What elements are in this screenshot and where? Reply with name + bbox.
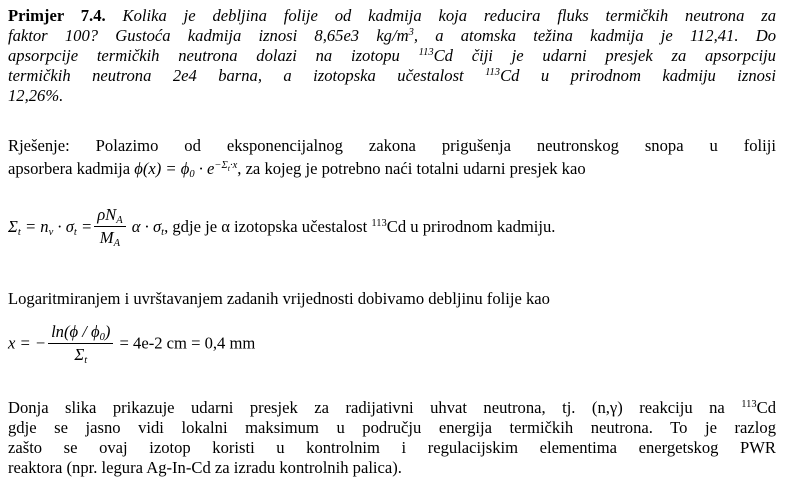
example-line-2: faktor 100? Gustoća kadmija iznosi 8,65e3 $kg/m^3$, a atomska težina kadmija je 112,41. Do — [8, 26, 776, 45]
thickness-equation: x = − $\frac{\ln(\phi / \phi_0)}{\Sigma_t}$ = 4e-2 cm = 0,4 mm — [8, 322, 256, 366]
example-line-3: apsorpcije termičkih neutrona dolazi na izotopu $^{113}$Cd čiji je udarni presjek za apsorpciju — [8, 46, 776, 65]
example-line-4: termičkih neutrona 2e4 barna, a izotopska učestalost $^{113}$Cd u prirodnom kadmiju iznosi — [8, 66, 777, 85]
closing-line-1: Donja slika prikazuje udarni presjek za radijativni uhvat neutrona, tj. (n,γ) reakciju na $^{113}$Cd — [8, 398, 776, 417]
solution-line-1: Rješenje: Polazimo od eksponencijalnog zakona prigušenja neutronskog snopa u foliji — [8, 136, 776, 155]
closing-line-4: reaktora (npr. legura Ag-In-Cd za izradu kontrolnih palica). — [8, 458, 402, 477]
example-label: Primjer 7.4. — [8, 6, 106, 25]
example-line-1: Primjer 7.4. Kolika je debljina folije od kadmija koja reducira fluks termičkih neutrona za — [8, 6, 776, 25]
attenuation-formula: $\phi(x) = \phi_0 \cdot e^{-\Sigma_t\cdot x}$ — [134, 159, 238, 180]
closing-line-2: gdje se jasno vidi lokalni maksimum u području energija termičkih neutrona. To je razlog — [8, 418, 776, 437]
example-line-5: 12,26%. — [8, 86, 64, 105]
density-over-mass-fraction: $\frac{\rho N_A}{M_A}$ — [94, 205, 125, 248]
logarithm-sentence: Logaritmiranjem i uvrštavanjem zadanih vrijednosti dobivamo debljinu folije kao — [8, 289, 550, 308]
thickness-result: = 4e-2 cm = 0,4 mm — [115, 333, 256, 353]
cross-section-equation: $\Sigma_t = n_v \cdot \sigma_t$ = $\frac{\rho N_A}{M_A}$ $\alpha \cdot \sigma_t$, gdje je α izotopska učestalost $^{113}$Cd u prirodnom kadmiju. — [8, 205, 556, 249]
closing-line-3: zašto se ovaj izotop koristi u kontrolnim i regulacijskim elementima energetskog PWR — [8, 438, 776, 457]
solution-line-2: apsorbera kadmija $\phi(x) = \phi_0 \cdot e^{-\Sigma_t\cdot x}$, za kojeg je potrebno naći totalni udarni presjek kao — [8, 159, 586, 180]
log-ratio-fraction: $\frac{\ln(\phi / \phi_0)}{\Sigma_t}$ — [48, 322, 113, 365]
